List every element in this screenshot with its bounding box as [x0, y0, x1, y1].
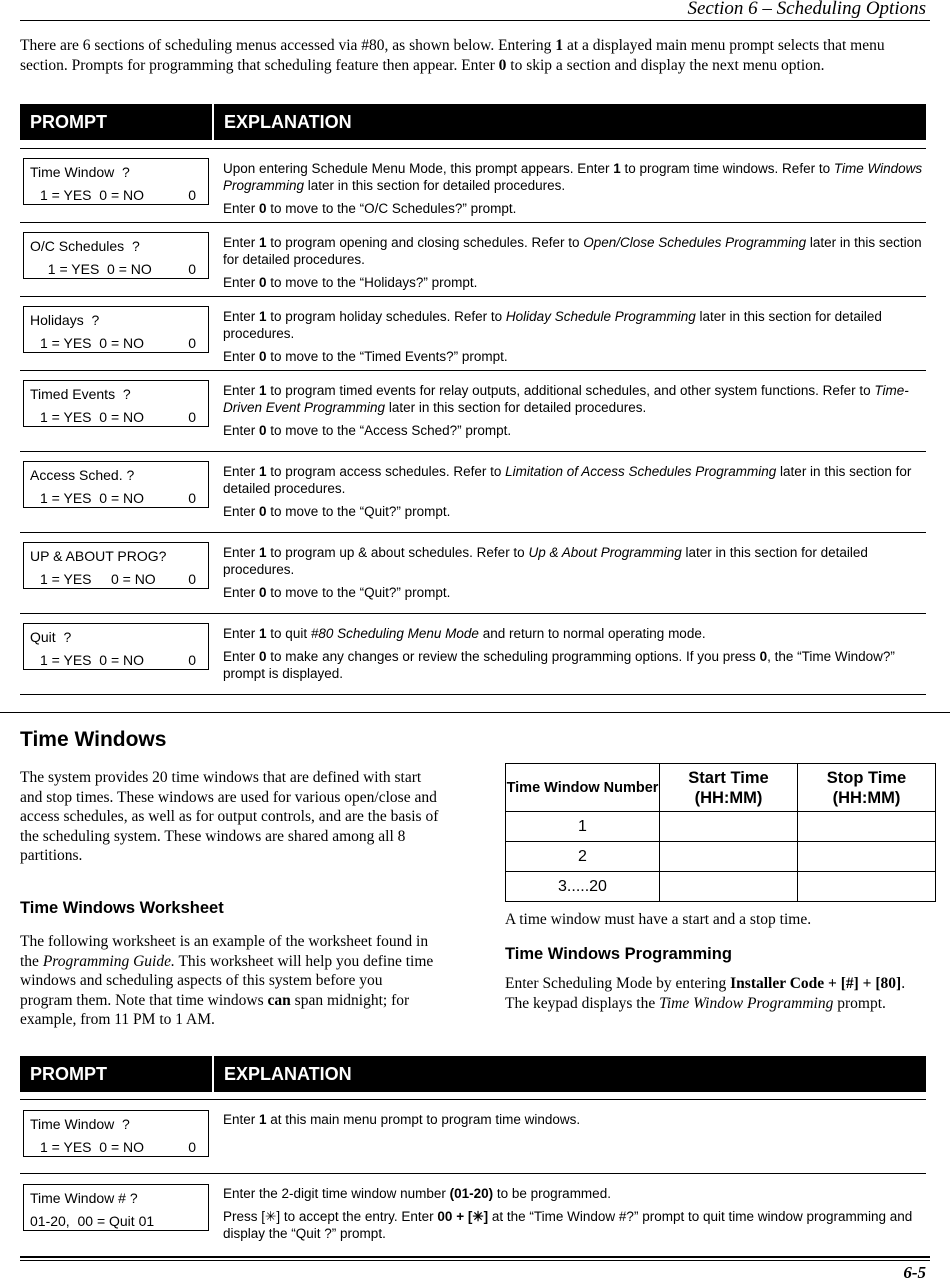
keypad-display: Holidays ? 1 = YES 0 = NO 0 — [23, 306, 209, 353]
time-window-worksheet-table — [505, 763, 936, 902]
time-windows-heading: Time Windows — [20, 728, 167, 751]
stop-time-cell — [798, 872, 936, 902]
prompt-table-header — [20, 1056, 926, 1092]
keypad-display: Time Window ? 1 = YES 0 = NO 0 — [23, 158, 209, 205]
keypad-display: Time Window # ? 01-20, 00 = Quit 01 — [23, 1184, 209, 1231]
row-explanation: Enter 1 to quit #80 Scheduling Menu Mode and return to normal operating mode. Enter 0 to make any changes or review the scheduling programming options. If you press 0, the “Time Window?” prompt is displayed. — [223, 626, 895, 681]
worksheet-heading: Time Windows Worksheet — [20, 899, 224, 917]
table-bottom-rule — [20, 694, 926, 695]
table-row — [20, 613, 926, 694]
programming-paragraph: Enter Scheduling Mode by entering Installer Code + [#] + [80]. The keypad displays the Time Window Programming prompt. — [505, 975, 906, 1012]
table-row — [20, 222, 926, 296]
keypad-display: Time Window ? 1 = YES 0 = NO 0 — [23, 1110, 209, 1157]
row-explanation: Enter the 2-digit time window number (01-20) to be programmed. Press [✳] to accept the entry. Enter 00 + [✳] at the “Time Window #?” prompt to quit time window programming and display the “Quit ?” prompt. — [223, 1186, 913, 1241]
row-explanation: Enter 1 at this main menu prompt to program time windows. — [223, 1112, 581, 1127]
row-explanation: Enter 1 to program up & about schedules. Refer to Up & About Programming later in this section for detailed procedures. Enter 0 to move to the “Quit?” prompt. — [223, 545, 868, 600]
page-number: 6-5 — [903, 1263, 926, 1282]
prompt-table-header — [20, 104, 926, 140]
footer-rule — [20, 1260, 930, 1261]
stop-time-cell — [798, 812, 936, 842]
section-header: Section 6 – Scheduling Options — [687, 0, 926, 19]
star-key-icon: ✳ — [265, 1209, 277, 1224]
star-key-icon: ✳ — [472, 1209, 484, 1224]
footer-rule — [20, 1256, 930, 1258]
table-row — [20, 370, 926, 451]
prompt-column-header: PROMPT — [30, 1064, 108, 1084]
table-row — [20, 148, 926, 222]
table-row — [20, 451, 926, 532]
section-divider — [0, 712, 950, 713]
table-row: 3.....20 — [506, 872, 936, 902]
start-time-cell — [660, 812, 798, 842]
explanation-column-header: EXPLANATION — [224, 112, 352, 132]
header-rule — [20, 20, 930, 21]
table-row: 2 — [506, 842, 936, 872]
table-header-cell: Time Window Number — [506, 764, 660, 812]
keypad-display: UP & ABOUT PROG? 1 = YES 0 = NO 0 — [23, 542, 209, 589]
table-row — [20, 296, 926, 370]
table-header-cell: Start Time (HH:MM) — [660, 764, 798, 812]
explanation-column-header: EXPLANATION — [224, 1064, 352, 1084]
row-explanation: Enter 1 to program holiday schedules. Refer to Holiday Schedule Programming later in this section for detailed procedures. Enter 0 to move to the “Timed Events?” prompt. — [223, 309, 882, 364]
start-time-cell — [660, 842, 798, 872]
row-explanation: Upon entering Schedule Menu Mode, this prompt appears. Enter 1 to program time windows. Refer to Time Windows Programming later in this section for detailed procedures. Enter 0 to move to the “O/C Schedules?” prompt. — [223, 161, 923, 216]
programming-heading: Time Windows Programming — [505, 945, 732, 963]
table-row — [20, 532, 926, 613]
table-header-cell: Stop Time (HH:MM) — [798, 764, 936, 812]
keypad-display: Access Sched. ? 1 = YES 0 = NO 0 — [23, 461, 209, 508]
keypad-display: Timed Events ? 1 = YES 0 = NO 0 — [23, 380, 209, 427]
keypad-display: O/C Schedules ? 1 = YES 0 = NO 0 — [23, 232, 209, 279]
table-row — [20, 1173, 926, 1253]
row-explanation: Enter 1 to program access schedules. Refer to Limitation of Access Schedules Programming later in this section for detailed procedures. Enter 0 to move to the “Quit?” prompt. — [223, 464, 912, 519]
time-window-note: A time window must have a start and a stop time. — [505, 911, 812, 928]
start-time-cell — [660, 872, 798, 902]
row-explanation: Enter 1 to program opening and closing schedules. Refer to Open/Close Schedules Programming later in this section for detailed procedures. Enter 0 to move to the “Holidays?” prompt. — [223, 235, 922, 290]
table-row — [20, 1099, 926, 1173]
stop-time-cell — [798, 842, 936, 872]
intro-paragraph: There are 6 sections of scheduling menus accessed via #80, as shown below. Entering 1 at a displayed main menu prompt selects that menu section. Prompts for programming that scheduling feature then appear. Enter 0 to skip a section and display the next menu option. — [20, 37, 885, 74]
row-explanation: Enter 1 to program timed events for relay outputs, additional schedules, and other system functions. Refer to Time-Driven Event Programming later in this section for detailed procedures. Enter 0 to move to the “Access Sched?” prompt. — [223, 383, 909, 438]
table-row: 1 — [506, 812, 936, 842]
keypad-display: Quit ? 1 = YES 0 = NO 0 — [23, 623, 209, 670]
time-windows-paragraph: The system provides 20 time windows that are defined with start and stop times. These windows are used for various open/close and access schedules, as well as for output controls, and are the basis of the scheduling system. These windows are shared among all 8 partitions. — [20, 769, 439, 864]
worksheet-paragraph: The following worksheet is an example of the worksheet found in the Programming Guide. This worksheet will help you define time windows and scheduling aspects of this system before you program them. Note that time windows can span midnight; for example, from 11 PM to 1 AM. — [20, 933, 434, 1028]
prompt-column-header: PROMPT — [30, 112, 108, 132]
